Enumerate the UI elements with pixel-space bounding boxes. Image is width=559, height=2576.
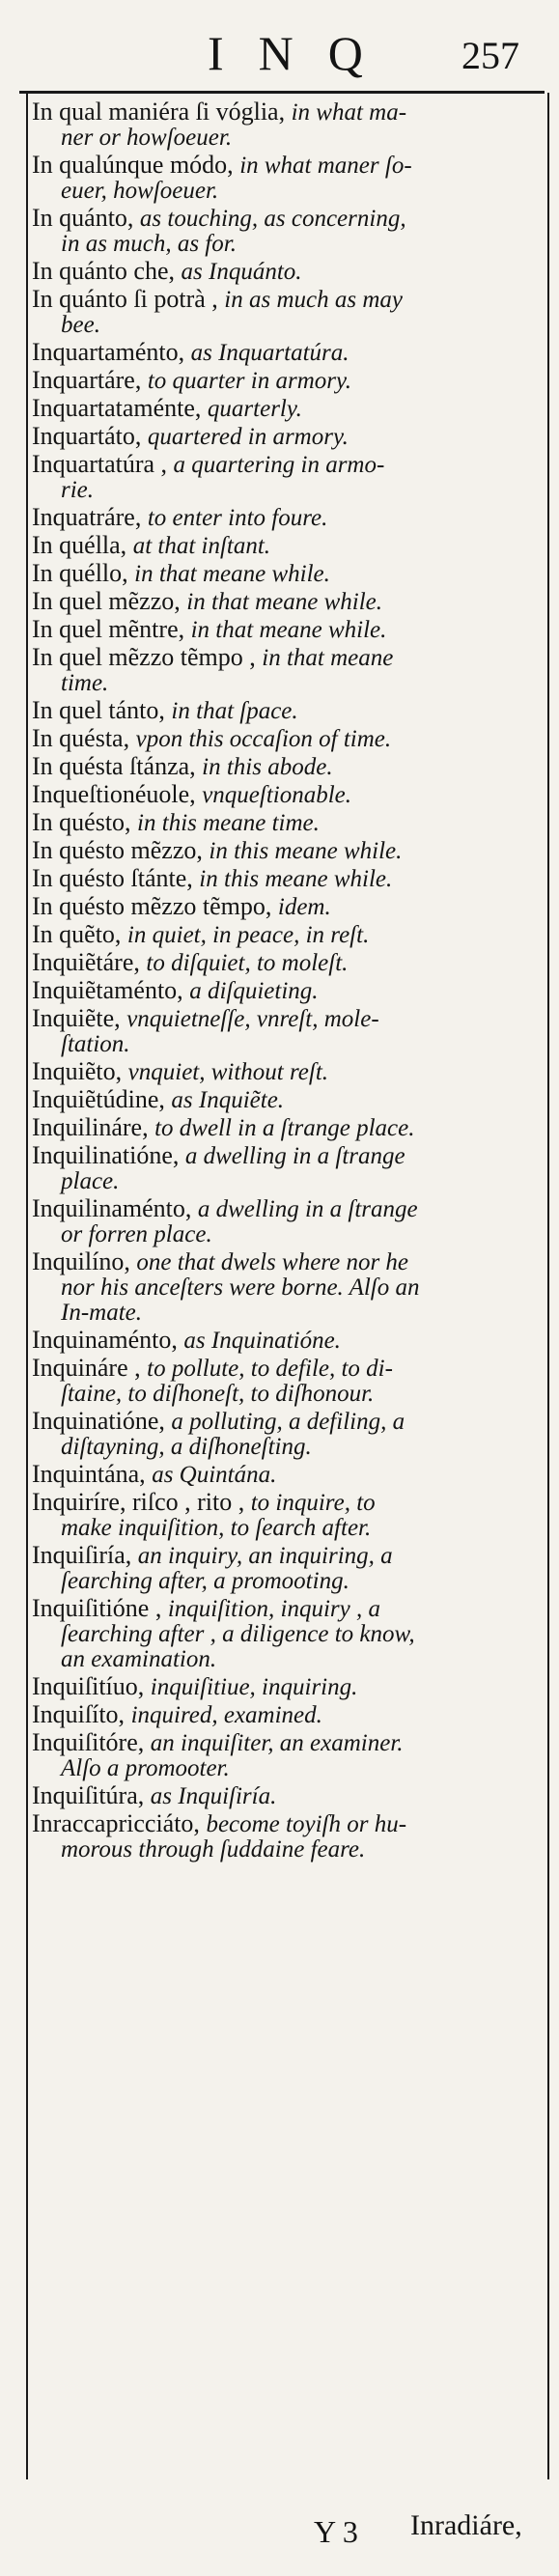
- headword: In quélla,: [32, 533, 127, 559]
- definition-continuation: ſearching after, a promooting.: [61, 1569, 349, 1594]
- headword: In quésto mẽzzo,: [32, 838, 203, 864]
- entry-first-line: [32, 1115, 542, 1141]
- dictionary-entry: [32, 1730, 542, 1781]
- dictionary-entry: [32, 698, 542, 724]
- headword: Inquilinatióne,: [32, 1143, 180, 1169]
- dictionary-entry: [32, 1006, 542, 1057]
- headword: In qualúnque módo,: [32, 153, 234, 179]
- entry-first-line: [32, 1811, 542, 1837]
- headword: Inquiſitíuo,: [32, 1674, 145, 1700]
- headword: Inquiẽte,: [32, 1006, 121, 1032]
- definition-continuation: nor his anceſters were borne. Alſo an: [61, 1275, 420, 1301]
- dictionary-entry: [32, 1811, 542, 1862]
- headword: Inquiẽtáre,: [32, 950, 140, 976]
- definition-continuation: in as much, as for.: [61, 232, 237, 257]
- definition: vpon this occaſion of time.: [135, 726, 392, 752]
- definition-continuation: ner or howſoeuer.: [61, 126, 233, 151]
- dictionary-entry: [32, 645, 542, 696]
- dictionary-entry: [32, 810, 542, 836]
- entry-first-line: [32, 340, 542, 366]
- dictionary-entry: [32, 368, 542, 394]
- dictionary-entry: [32, 978, 542, 1004]
- entry-first-line: [32, 698, 542, 724]
- headword: Inquiẽtúdine,: [32, 1087, 165, 1113]
- definition: inquired, examined.: [130, 1702, 322, 1728]
- definition: an inquiry, an inquiring, a: [137, 1543, 393, 1569]
- definition: inquiſitiue, inquiring.: [150, 1674, 358, 1700]
- definition: in this meane while.: [209, 838, 403, 864]
- entry-first-line: [32, 368, 542, 394]
- definition: a diſquieting.: [189, 978, 319, 1004]
- entry-first-line: [32, 206, 542, 232]
- definition: to quarter in armory.: [147, 368, 351, 394]
- dictionary-entry: [32, 287, 542, 338]
- definition-continuation: morous through ſuddaine feare.: [61, 1837, 366, 1862]
- entry-first-line: [32, 561, 542, 587]
- dictionary-entry: [32, 950, 542, 976]
- entry-first-line: [32, 617, 542, 643]
- definition: quartered in armory.: [147, 424, 349, 450]
- dictionary-entry: [32, 505, 542, 531]
- headword: In quel mẽntre,: [32, 617, 185, 643]
- entry-first-line: [32, 1674, 542, 1700]
- entry-first-line: [32, 1143, 542, 1169]
- definition: idem.: [277, 894, 331, 920]
- entry-first-line: [32, 533, 542, 559]
- definition: a quartering in armo-: [173, 452, 385, 478]
- running-head: INQ: [208, 26, 398, 80]
- definition: in what maner ſo-: [239, 153, 412, 179]
- definition: as Inquiſiría.: [150, 1783, 277, 1809]
- definition: in that meane: [262, 645, 394, 671]
- definition-continuation: diſtayning, a diſhoneſting.: [61, 1435, 312, 1460]
- definition-continuation: bee.: [61, 313, 100, 338]
- headword: Inquilíno,: [32, 1249, 130, 1275]
- entry-first-line: [32, 589, 542, 615]
- dictionary-entry: [32, 1196, 542, 1247]
- definition-continuation: Alſo a promooter.: [61, 1756, 230, 1781]
- entry-first-line: [32, 726, 542, 752]
- dictionary-entry: [32, 1249, 542, 1326]
- definition: as Inquinatióne.: [183, 1328, 341, 1354]
- definition: vnqueſtionable.: [202, 782, 352, 808]
- definition: in this meane time.: [137, 810, 320, 836]
- signature-mark: Y 3: [314, 2514, 358, 2549]
- headword: In quel mẽzzo tẽmpo ,: [32, 645, 256, 671]
- entry-first-line: [32, 1702, 542, 1728]
- definition: as Quintána.: [152, 1462, 277, 1488]
- definition: to diſquiet, to moleſt.: [146, 950, 349, 976]
- entry-first-line: [32, 1490, 542, 1516]
- headword: Inraccapricciáto,: [32, 1811, 200, 1837]
- definition: a polluting, a defiling, a: [171, 1409, 405, 1435]
- headword: Inquinatióne,: [32, 1409, 165, 1435]
- definition: as touching, as concerning,: [139, 206, 406, 232]
- page-number: 257: [461, 34, 519, 77]
- definition-continuation: an examination.: [61, 1647, 217, 1672]
- headword: Inquiſiría,: [32, 1543, 132, 1569]
- entry-first-line: [32, 424, 542, 450]
- headword: Inquilinaménto,: [32, 1196, 192, 1222]
- definition: in this meane while.: [199, 866, 393, 892]
- definition-continuation: ſtaine, to diſhoneſt, to diſhonour.: [61, 1382, 375, 1407]
- headword: In quánto che,: [32, 259, 176, 285]
- definition: to dwell in a ſtrange place.: [154, 1115, 415, 1141]
- entry-first-line: [32, 99, 542, 126]
- headword: Inquartatúra ,: [32, 452, 168, 478]
- entry-first-line: [32, 894, 542, 920]
- dictionary-entry: [32, 782, 542, 808]
- dictionary-entry: [32, 452, 542, 503]
- dictionary-entry: [32, 726, 542, 752]
- headword: Inquiríre, riſco , rito ,: [32, 1490, 245, 1516]
- headword: Inquinaménto,: [32, 1328, 178, 1354]
- dictionary-entry: [32, 259, 542, 285]
- page-footer: [0, 2506, 559, 2563]
- headword: In quánto,: [32, 206, 134, 232]
- definition: as Inquartatúra.: [190, 340, 349, 366]
- dictionary-entry: [32, 838, 542, 864]
- dictionary-entry: [32, 153, 542, 204]
- headword: Inquiẽto,: [32, 1059, 123, 1085]
- entry-first-line: [32, 1462, 542, 1488]
- definition: to inquire, to: [250, 1490, 376, 1516]
- dictionary-entry: [32, 1783, 542, 1809]
- dictionary-entry: [32, 1328, 542, 1354]
- headword: Inquilináre,: [32, 1115, 149, 1141]
- definition: in what ma-: [291, 99, 407, 126]
- headword: Inquartaménto,: [32, 340, 185, 366]
- dictionary-entry: [32, 1143, 542, 1194]
- entry-first-line: [32, 1409, 542, 1435]
- page-header: [0, 0, 559, 89]
- entry-first-line: [32, 810, 542, 836]
- definition: in as much as may: [224, 287, 404, 313]
- entry-first-line: [32, 153, 542, 179]
- definition: one that dwels where nor he: [136, 1249, 409, 1275]
- definition-continuation: time.: [61, 671, 109, 696]
- dictionary-entry: [32, 1674, 542, 1700]
- definition: in this abode.: [202, 754, 333, 780]
- headword: Inquiſitióne ,: [32, 1596, 162, 1622]
- dictionary-entry: [32, 1543, 542, 1594]
- definition: in that meane while.: [134, 561, 330, 587]
- entry-first-line: [32, 1543, 542, 1569]
- headword: Inquartáto,: [32, 424, 142, 450]
- dictionary-column: [32, 99, 542, 1864]
- entry-first-line: [32, 1783, 542, 1809]
- headword: Inquiſitúra,: [32, 1783, 145, 1809]
- entry-first-line: [32, 922, 542, 948]
- headword: Inquiſitóre,: [32, 1730, 145, 1756]
- entry-first-line: [32, 505, 542, 531]
- definition: as Inquánto.: [181, 259, 302, 285]
- dictionary-entry: [32, 617, 542, 643]
- catchword: Inradiáre,: [410, 2509, 522, 2541]
- entry-first-line: [32, 452, 542, 478]
- entry-first-line: [32, 978, 542, 1004]
- headword: In quánto ſi potrà ,: [32, 287, 218, 313]
- definition-continuation: ſearching after , a diligence to know,: [61, 1622, 415, 1647]
- entry-first-line: [32, 950, 542, 976]
- dictionary-entry: [32, 754, 542, 780]
- left-column-rule: [26, 93, 28, 2479]
- dictionary-entry: [32, 1059, 542, 1085]
- headword: In quel mẽzzo,: [32, 589, 181, 615]
- entry-first-line: [32, 1006, 542, 1032]
- dictionary-entry: [32, 1702, 542, 1728]
- definition: vnquietneſſe, vnreſt, mole-: [126, 1006, 379, 1032]
- headword: In quésta ſtánza,: [32, 754, 196, 780]
- definition-continuation: or forren place.: [61, 1222, 212, 1247]
- header-rule: [19, 91, 545, 94]
- dictionary-entry: [32, 1087, 542, 1113]
- dictionary-entry: [32, 1356, 542, 1407]
- headword: Inquiſíto,: [32, 1702, 126, 1728]
- definition: as Inquiẽte.: [171, 1087, 285, 1113]
- headword: In quésta,: [32, 726, 130, 752]
- definition: a dwelling in a ſtrange: [197, 1196, 418, 1222]
- entry-first-line: [32, 1596, 542, 1622]
- entry-first-line: [32, 782, 542, 808]
- headword: In quel tánto,: [32, 698, 165, 724]
- entry-first-line: [32, 1730, 542, 1756]
- entry-first-line: [32, 645, 542, 671]
- definition: in quiet, in peace, in reſt.: [126, 922, 370, 948]
- definition: to enter into foure.: [147, 505, 328, 531]
- dictionary-entry: [32, 922, 542, 948]
- definition: a dwelling in a ſtrange: [184, 1143, 405, 1169]
- entry-first-line: [32, 259, 542, 285]
- definition: an inquiſiter, an examiner.: [150, 1730, 404, 1756]
- headword: Inquartáre,: [32, 368, 142, 394]
- definition-continuation: make inquiſition, to ſearch after.: [61, 1516, 372, 1541]
- definition-continuation: In-mate.: [61, 1301, 142, 1326]
- dictionary-entry: [32, 424, 542, 450]
- headword: Inqueſtionéuole,: [32, 782, 196, 808]
- dictionary-entry: [32, 396, 542, 422]
- entry-first-line: [32, 1196, 542, 1222]
- dictionary-entry: [32, 589, 542, 615]
- entry-first-line: [32, 1249, 542, 1275]
- definition: in that ſpace.: [171, 698, 298, 724]
- definition-continuation: rie.: [61, 478, 95, 503]
- entry-first-line: [32, 287, 542, 313]
- entry-first-line: [32, 754, 542, 780]
- entry-first-line: [32, 838, 542, 864]
- headword: Inquartataménte,: [32, 396, 202, 422]
- headword: In quéllo,: [32, 561, 128, 587]
- entry-first-line: [32, 1059, 542, 1085]
- definition: inquiſition, inquiry , a: [167, 1596, 380, 1622]
- headword: Inquintána,: [32, 1462, 146, 1488]
- dictionary-entry: [32, 1490, 542, 1541]
- dictionary-entry: [32, 561, 542, 587]
- headword: In qual maniéra ſi vóglia,: [32, 99, 286, 126]
- dictionary-entry: [32, 340, 542, 366]
- dictionary-entry: [32, 1462, 542, 1488]
- dictionary-entry: [32, 894, 542, 920]
- headword: Inquiẽtaménto,: [32, 978, 183, 1004]
- dictionary-entry: [32, 1115, 542, 1141]
- definition: vnquiet, without reſt.: [127, 1059, 329, 1085]
- dictionary-entry: [32, 99, 542, 151]
- entry-first-line: [32, 1328, 542, 1354]
- entry-first-line: [32, 1356, 542, 1382]
- dictionary-entry: [32, 866, 542, 892]
- definition-continuation: euer, howſoeuer.: [61, 179, 219, 204]
- definition: at that inſtant.: [132, 533, 271, 559]
- headword: Inquatráre,: [32, 505, 142, 531]
- headword: In quẽto,: [32, 922, 122, 948]
- definition: become toyiſh or hu-: [206, 1811, 407, 1837]
- headword: In quésto ſtánte,: [32, 866, 193, 892]
- dictionary-entry: [32, 206, 542, 257]
- dictionary-entry: [32, 533, 542, 559]
- headword: In quésto mẽzzo tẽmpo,: [32, 894, 272, 920]
- dictionary-entry: [32, 1409, 542, 1460]
- definition-continuation: ſtation.: [61, 1032, 130, 1057]
- definition-continuation: place.: [61, 1169, 120, 1194]
- headword: Inquináre ,: [32, 1356, 141, 1382]
- definition: to pollute, to defile, to di-: [147, 1356, 393, 1382]
- entry-first-line: [32, 866, 542, 892]
- definition: in that meane while.: [190, 617, 387, 643]
- right-column-rule: [547, 93, 549, 2479]
- definition: quarterly.: [207, 396, 302, 422]
- definition: in that meane while.: [186, 589, 383, 615]
- dictionary-entry: [32, 1596, 542, 1672]
- headword: In quésto,: [32, 810, 131, 836]
- entry-first-line: [32, 1087, 542, 1113]
- entry-first-line: [32, 396, 542, 422]
